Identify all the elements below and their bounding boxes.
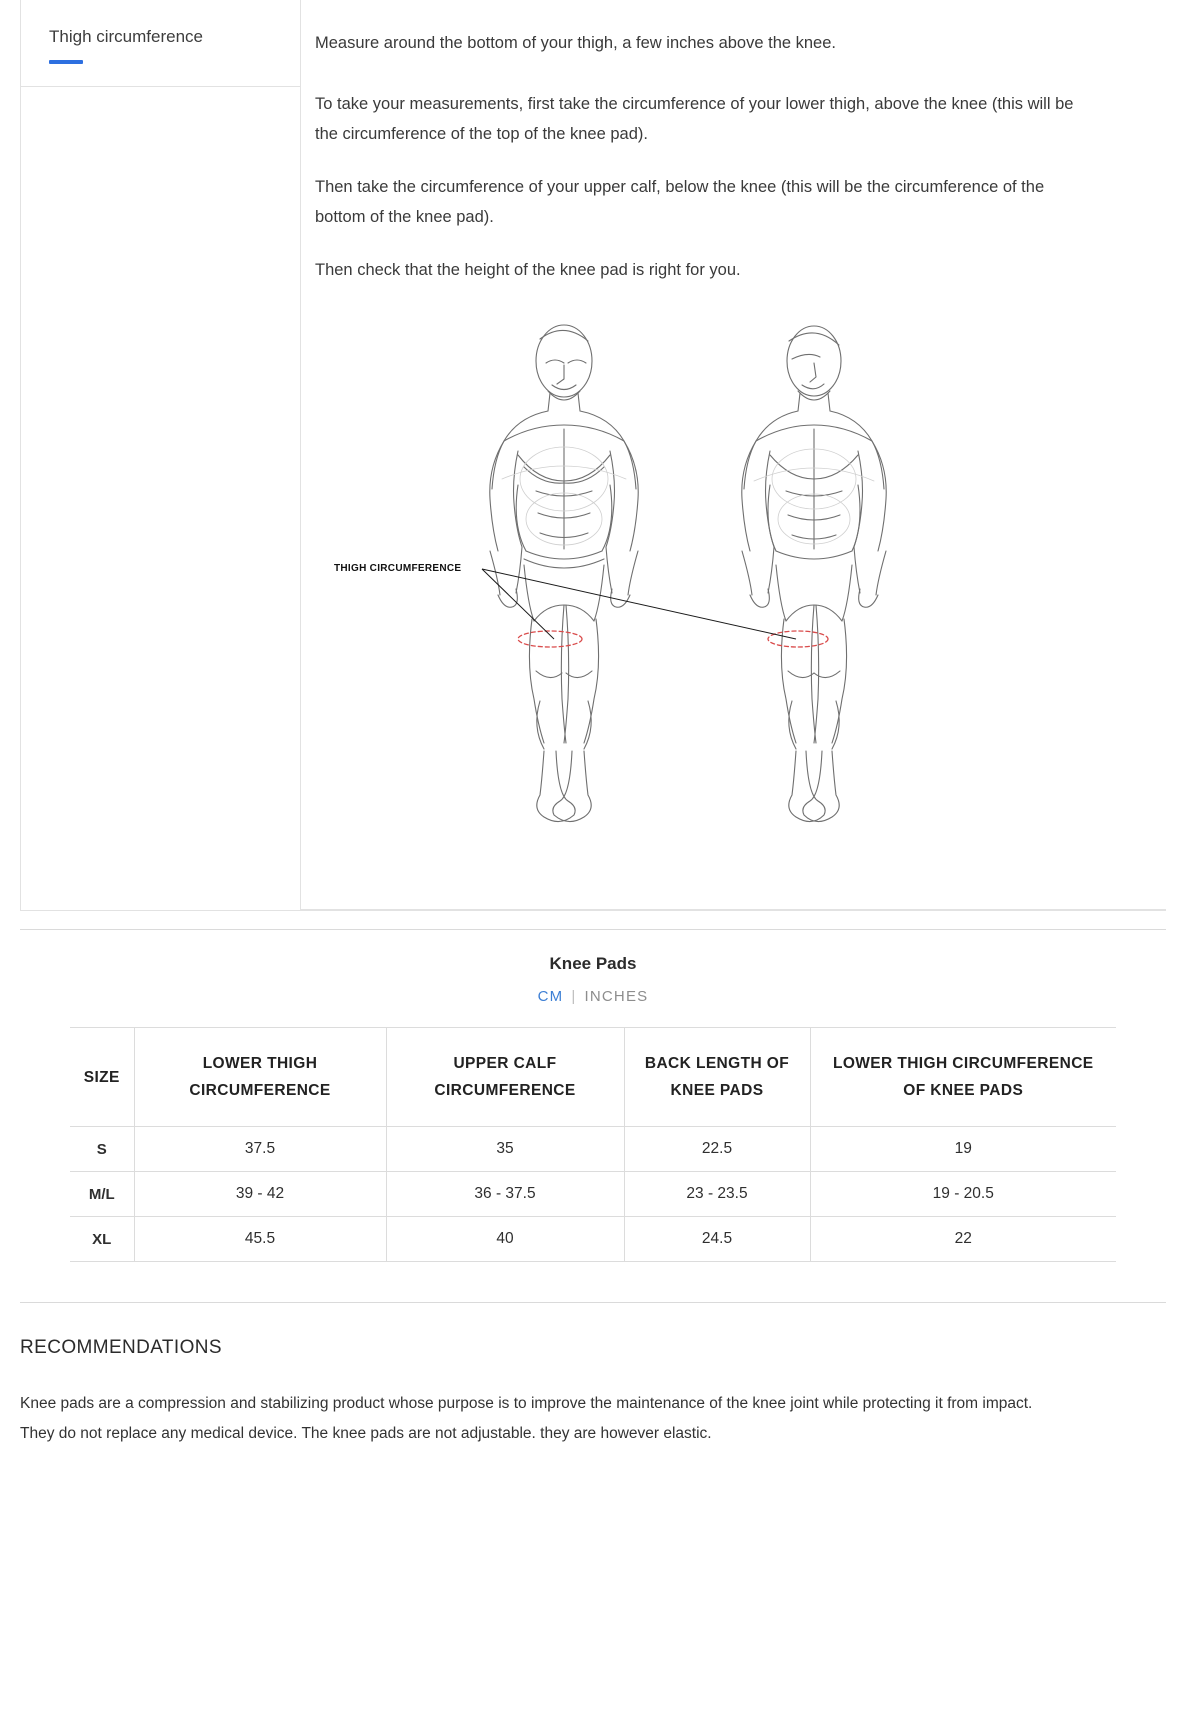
- cell-back-length: 23 - 23.5: [624, 1172, 810, 1217]
- recommendations-section: [20, 1302, 1166, 1488]
- cell-lower-thigh: 39 - 42: [134, 1172, 386, 1217]
- unit-option-cm[interactable]: CM: [537, 988, 564, 1006]
- description-area: [301, 0, 1166, 910]
- unit-option-inches[interactable]: INCHES: [584, 988, 649, 1006]
- table-header-row: [70, 1028, 1116, 1127]
- column-header-upper-calf-circumference: UPPER CALF CIRCUMFERENCE: [386, 1028, 624, 1127]
- cell-lower-thigh: 37.5: [134, 1127, 386, 1172]
- size-table: [70, 1027, 1116, 1262]
- recommendations-title: RECOMMENDATIONS: [20, 1337, 222, 1359]
- cell-pad-lower-thigh: 19: [810, 1127, 1116, 1172]
- tab-active-underline: [49, 60, 83, 64]
- description-paragraph-3: Then take the circumference of your upper calf, below the knee (this will be the circumference of the bottom of the knee pad).: [315, 177, 1045, 227]
- measurement-figure: [315, 319, 1132, 889]
- column-header-size: SIZE: [70, 1028, 134, 1127]
- column-header-back-length-of-knee-pads: BACK LENGTH OF KNEE PADS: [624, 1028, 810, 1127]
- cell-back-length: 22.5: [624, 1127, 810, 1172]
- tab-thigh-circumference[interactable]: [21, 0, 300, 87]
- unit-separator: |: [571, 988, 577, 1006]
- table-row: [70, 1172, 1116, 1217]
- back-figure: [741, 326, 885, 822]
- description-paragraph-1: Measure around the bottom of your thigh, a few inches above the knee.: [315, 34, 836, 52]
- column-header-lower-thigh-circumference: LOWER THIGH CIRCUMFERENCE: [134, 1028, 386, 1127]
- column-header-lower-thigh-circumference-of-knee-pads: LOWER THIGH CIRCUMFERENCE OF KNEE PADS: [810, 1028, 1116, 1127]
- tab-rail: [21, 0, 301, 910]
- size-chart-title: Knee Pads: [549, 954, 637, 974]
- description-paragraph-2: To take your measurements, first take the circumference of your lower thigh, above the knee (this will be the circumference of the top of the knee pad).: [315, 94, 1074, 144]
- cell-lower-thigh: 45.5: [134, 1217, 386, 1262]
- cell-size: M/L: [70, 1172, 134, 1217]
- recommendations-body: Knee pads are a compression and stabilizing product whose purpose is to improve the maintenance of the knee joint while protecting it from impact. They do not replace any medical device. The knee pads are not adjustable. they are however elastic.: [20, 1395, 1033, 1442]
- front-figure: [489, 325, 637, 822]
- table-row: [70, 1127, 1116, 1172]
- thigh-measure-line-front: [518, 631, 582, 647]
- info-panel: [20, 0, 1166, 911]
- cell-upper-calf: 35: [386, 1127, 624, 1172]
- body-measurement-illustration: [334, 319, 1114, 879]
- tab-label: Thigh circumference: [49, 27, 204, 46]
- cell-size: S: [70, 1127, 134, 1172]
- cell-back-length: 24.5: [624, 1217, 810, 1262]
- size-chart-section: [20, 929, 1166, 1262]
- cell-upper-calf: 36 - 37.5: [386, 1172, 624, 1217]
- cell-pad-lower-thigh: 19 - 20.5: [810, 1172, 1116, 1217]
- cell-size: XL: [70, 1217, 134, 1262]
- unit-toggle: [20, 988, 1166, 1005]
- thigh-circumference-callout-label: THIGH CIRCUMFERENCE: [333, 563, 461, 575]
- cell-pad-lower-thigh: 22: [810, 1217, 1116, 1262]
- thigh-measure-line-back: [768, 631, 828, 647]
- cell-upper-calf: 40: [386, 1217, 624, 1262]
- description-paragraph-4: Then check that the height of the knee pad is right for you.: [315, 260, 741, 279]
- table-row: [70, 1217, 1116, 1262]
